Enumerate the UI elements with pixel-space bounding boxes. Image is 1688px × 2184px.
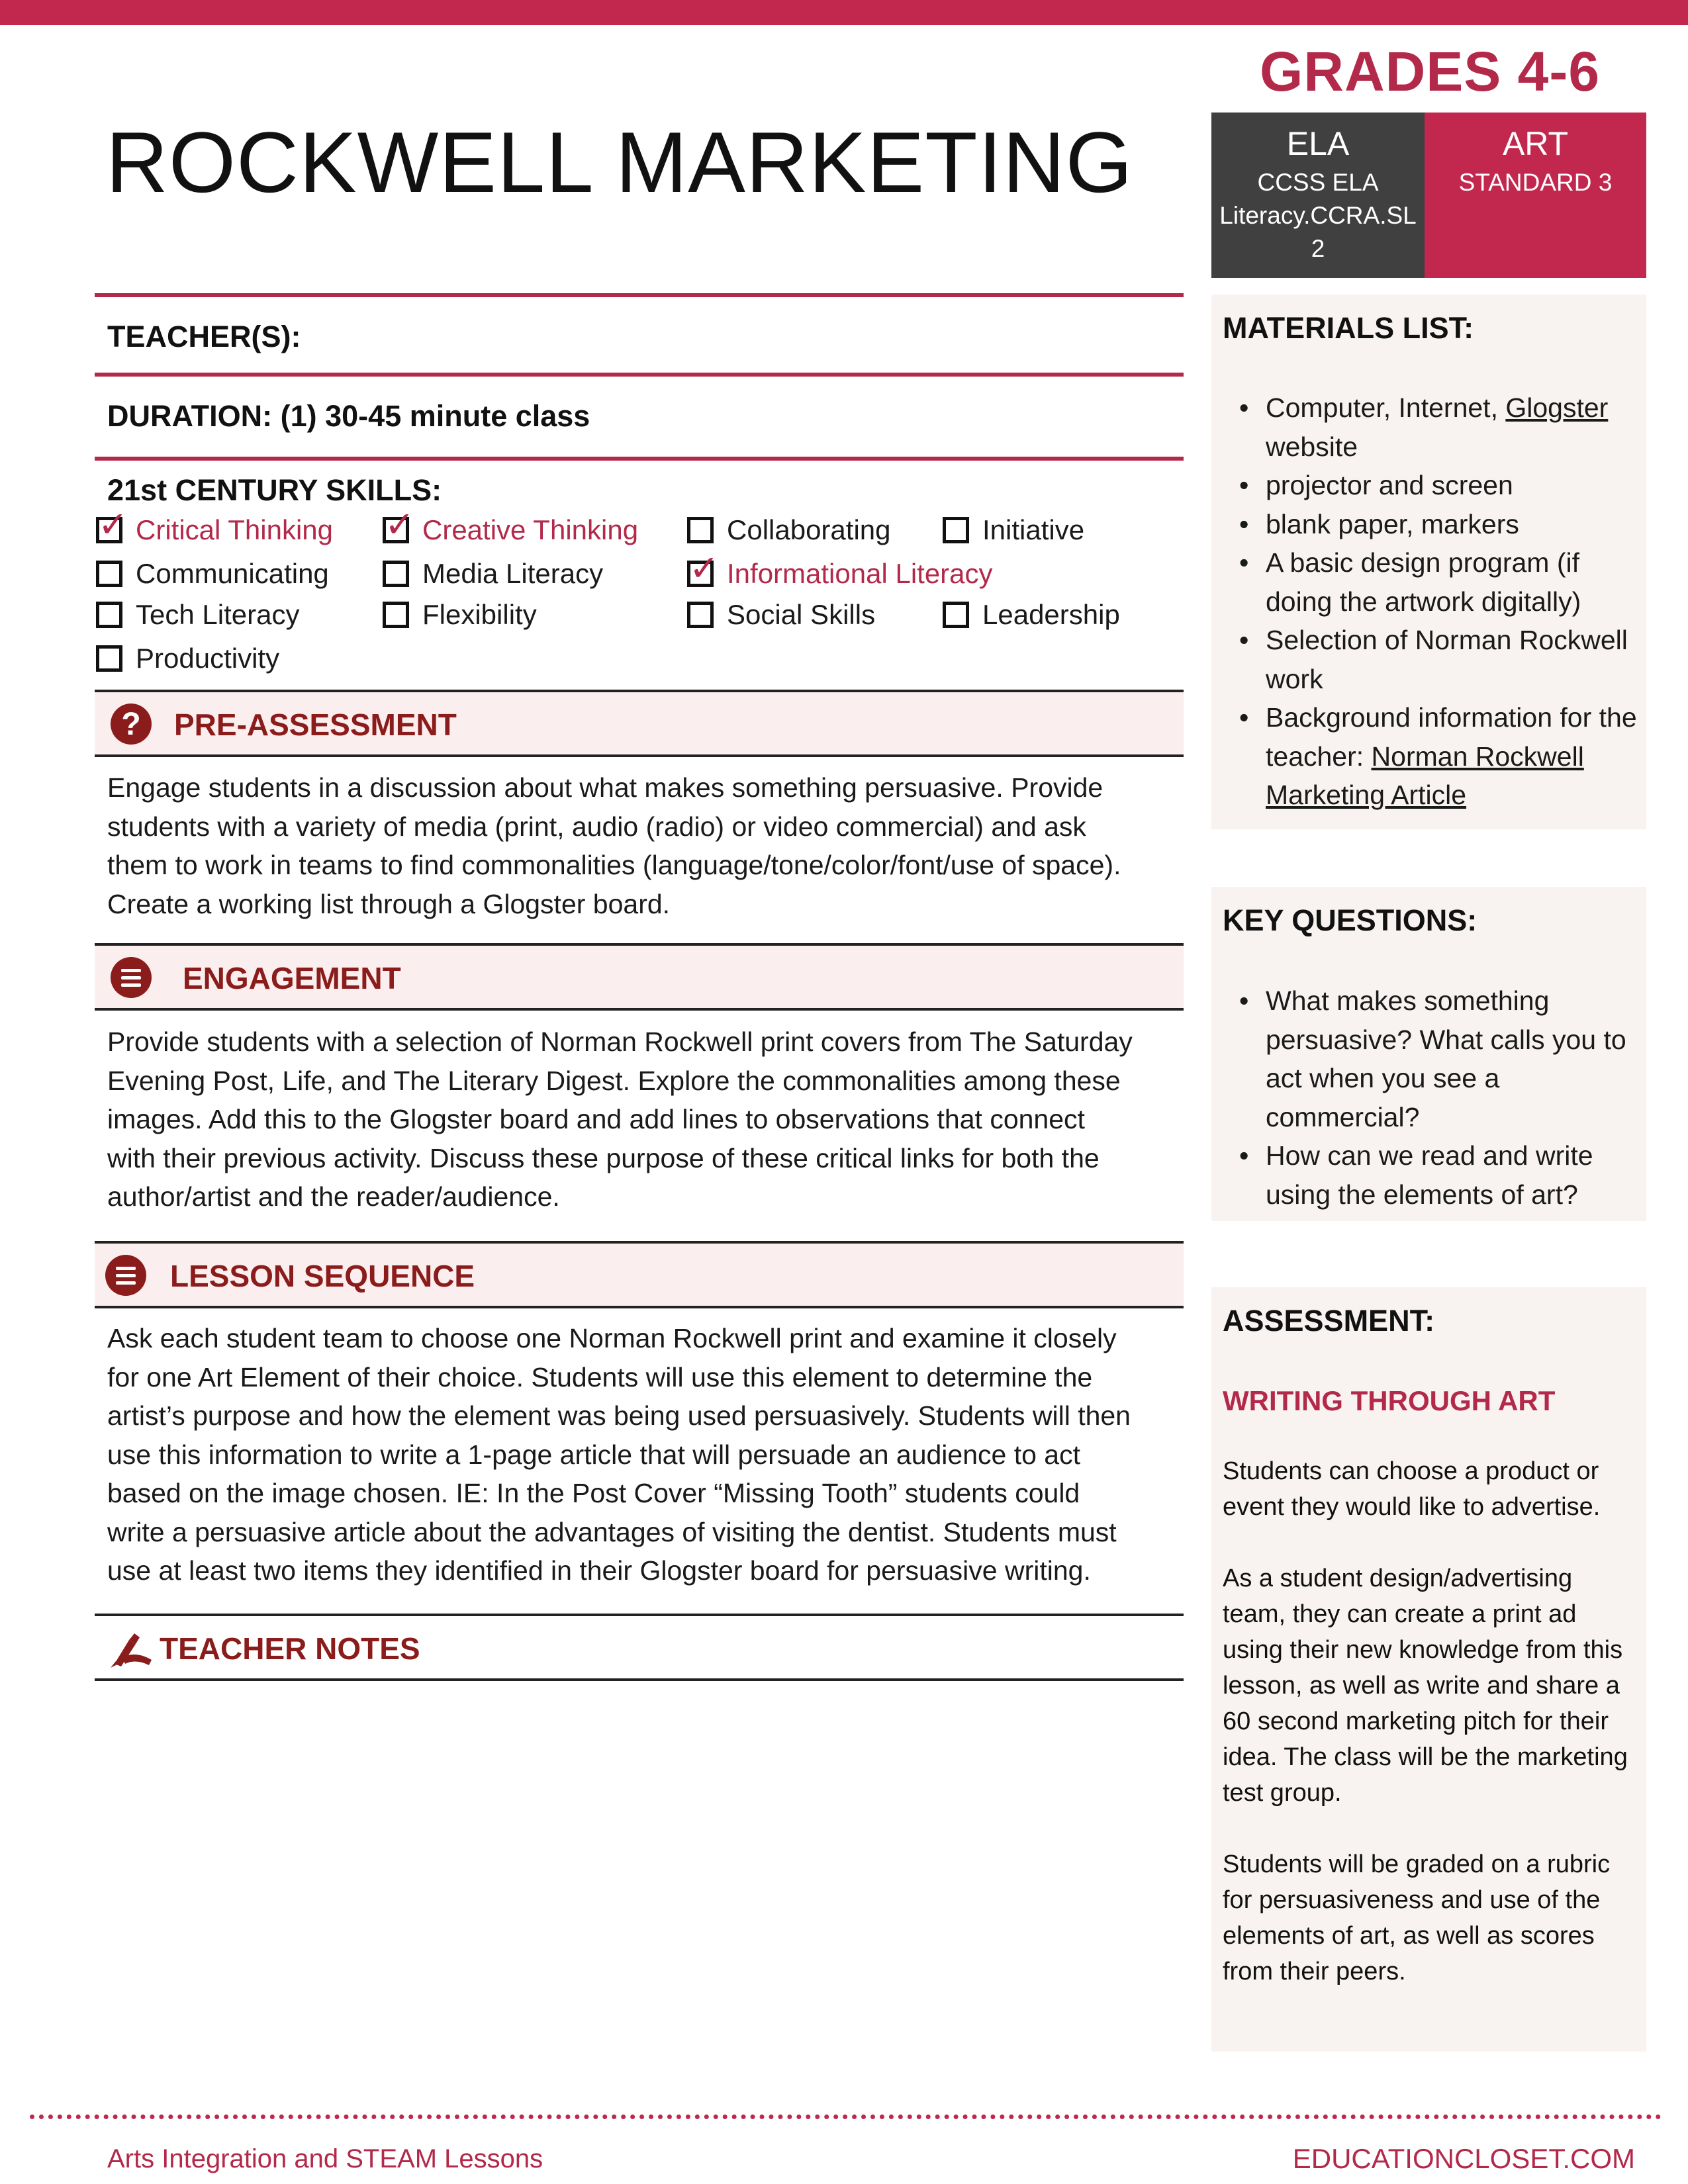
- checkbox-icon: [383, 602, 409, 628]
- text-line: author/artist and the reader/audience.: [107, 1181, 560, 1212]
- checkbox-icon: [383, 505, 415, 545]
- checkbox-icon: [96, 602, 122, 628]
- skill-label: Flexibility: [422, 599, 537, 630]
- lesson-sequence-text: [107, 1319, 1180, 1590]
- skills-title: 21st CENTURY SKILLS:: [107, 473, 442, 507]
- pre-assessment-text: [107, 768, 1180, 923]
- text-line: Engage students in a discussion about what makes something persuasive. Provide: [107, 772, 1103, 803]
- divider: [95, 457, 1184, 461]
- lesson-sequence-header: [95, 1241, 1184, 1308]
- checkmark-icon: ✓: [689, 549, 720, 588]
- text-line: based on the image chosen. IE: In the Post Cover “Missing Tooth” students could: [107, 1478, 1080, 1508]
- article-link[interactable]: Norman Rockwell Marketing Article: [1266, 741, 1584, 810]
- skill-label: Productivity: [136, 643, 280, 674]
- duration-label: DURATION: (1) 30-45 minute class: [107, 399, 590, 433]
- art-standard-heading: ART: [1502, 125, 1569, 162]
- text-line: for one Art Element of their choice. Students will use this element to determine the: [107, 1361, 1093, 1392]
- key-questions-list: [1239, 981, 1643, 1214]
- ela-standard-heading: ELA: [1286, 125, 1350, 162]
- checkbox-icon: [943, 517, 969, 543]
- ela-standard-line: Literacy.CCRA.SL: [1219, 202, 1417, 229]
- text-line: with their previous activity. Discuss these purpose of these critical links for both the: [107, 1142, 1100, 1173]
- text-line: Ask each student team to choose one Norman Rockwell print and examine it closely: [107, 1323, 1117, 1353]
- assessment-paragraph: Students can choose a product or event they would like to advertise.: [1223, 1457, 1601, 1521]
- engagement-title: ENGAGEMENT: [183, 961, 401, 995]
- checkbox-icon: [687, 602, 714, 628]
- assessment-paragraph: Students will be graded on a rubric for persuasiveness and use of the elements of art, as well as scores from their peers.: [1223, 1850, 1611, 1985]
- list-item: • projector and screen: [1239, 466, 1643, 505]
- skill-communicating: [96, 558, 329, 590]
- materials-list: [1239, 388, 1643, 815]
- ela-standard-box: [1211, 113, 1425, 278]
- pre-assessment-title: PRE-ASSESSMENT: [174, 707, 457, 742]
- list-icon: [111, 957, 152, 998]
- list-item: [1239, 698, 1643, 815]
- teacher-notes-title: TEACHER NOTES: [160, 1631, 420, 1666]
- skill-label: Initiative: [982, 514, 1085, 545]
- checkbox-icon: [96, 561, 122, 587]
- skill-tech-literacy: [96, 599, 299, 631]
- skill-label: Communicating: [136, 558, 329, 589]
- lesson-sequence-title: LESSON SEQUENCE: [170, 1259, 475, 1293]
- pre-assessment-header: [95, 690, 1184, 757]
- materials-title: MATERIALS LIST:: [1223, 311, 1474, 345]
- skill-social-skills: [687, 599, 875, 631]
- list-item: • Selection of Norman Rockwell work: [1239, 621, 1643, 698]
- list-item: • blank paper, markers: [1239, 505, 1643, 544]
- checkbox-icon: [687, 517, 714, 543]
- ela-standard-line: 2: [1311, 235, 1325, 262]
- list-item: • What makes something persuasive? What calls you to act when you see a commercial?: [1239, 981, 1643, 1136]
- skill-collaborating: [687, 514, 891, 546]
- top-accent-bar: [0, 0, 1688, 25]
- text-line: students with a variety of media (print, audio (radio) or video commercial) and ask: [107, 811, 1086, 842]
- grades-label: GRADES 4-6: [1259, 40, 1601, 103]
- skill-informational-literacy: [687, 549, 993, 590]
- skill-label: Media Literacy: [422, 558, 604, 589]
- art-standard-line: STANDARD 3: [1458, 169, 1613, 196]
- teacher-notes-header: [95, 1614, 1184, 1681]
- list-item: • A basic design program (if doing the artwork digitally): [1239, 543, 1643, 621]
- footer-left-text: Arts Integration and STEAM Lessons: [107, 2144, 543, 2173]
- list-icon: [105, 1255, 146, 1296]
- art-standard-box: [1425, 113, 1646, 278]
- checkbox-icon: [943, 602, 969, 628]
- engagement-header: [95, 943, 1184, 1011]
- skill-label: Leadership: [982, 599, 1120, 630]
- footer-site-link[interactable]: EDUCATIONCLOSET.COM: [1292, 2143, 1635, 2174]
- assessment-title: ASSESSMENT:: [1223, 1304, 1435, 1338]
- text-line: images. Add this to the Glogster board and add lines to observations that connect: [107, 1104, 1085, 1134]
- skill-productivity: [96, 643, 279, 674]
- document-title: ROCKWELL MARKETING: [106, 114, 1133, 210]
- skill-label: Critical Thinking: [136, 514, 333, 545]
- skill-label: Tech Literacy: [136, 599, 300, 630]
- skill-media-literacy: [383, 558, 603, 590]
- skill-leadership: [943, 599, 1120, 631]
- checkbox-icon: [96, 505, 128, 545]
- checkmark-icon: ✓: [385, 505, 415, 545]
- glogster-link[interactable]: Glogster: [1505, 392, 1609, 423]
- skill-label: Informational Literacy: [727, 558, 993, 589]
- writing-hand-icon: [109, 1631, 157, 1669]
- assessment-paragraph: As a student design/advertising team, they can create a print ad using their new knowledge from this lesson, as well as write and share a 60 second marketing pitch for their idea. The class will be the marketing test group.: [1223, 1565, 1628, 1807]
- checkmark-icon: ✓: [98, 505, 128, 545]
- text-line: Evening Post, Life, and The Literary Digest. Explore the commonalities among these: [107, 1065, 1121, 1096]
- item-text: website: [1266, 431, 1358, 462]
- engagement-text: [107, 1023, 1180, 1216]
- text-line: them to work in teams to find commonalities (language/tone/color/font/use of space).: [107, 850, 1121, 880]
- list-item: [1239, 388, 1643, 466]
- divider: [95, 373, 1184, 377]
- footer-dotted-rule: [30, 2115, 1662, 2119]
- skill-label: Collaborating: [727, 514, 891, 545]
- skill-label: Creative Thinking: [422, 514, 639, 545]
- ela-standard-line: CCSS ELA: [1257, 169, 1379, 196]
- text-line: write a persuasive article about the advantages of visiting the dentist. Students must: [107, 1516, 1117, 1547]
- skill-creative-thinking: [383, 505, 639, 546]
- skill-label: Social Skills: [727, 599, 876, 630]
- text-line: Provide students with a selection of Norman Rockwell print covers from The Saturday: [107, 1026, 1133, 1057]
- skill-flexibility: [383, 599, 537, 631]
- text-line: use at least two items they identified in their Glogster board for persuasive writing.: [107, 1555, 1091, 1586]
- checkbox-icon: [96, 645, 122, 672]
- item-text: Computer, Internet,: [1266, 392, 1506, 423]
- skill-critical-thinking: [96, 505, 333, 546]
- key-questions-title: KEY QUESTIONS:: [1223, 903, 1477, 937]
- assessment-subtitle: WRITING THROUGH ART: [1223, 1385, 1556, 1416]
- list-item: • How can we read and write using the elements of art?: [1239, 1136, 1643, 1214]
- skill-initiative: [943, 514, 1084, 546]
- divider: [95, 293, 1184, 297]
- item-text: Background information for the teacher:: [1266, 702, 1637, 772]
- text-line: use this information to write a 1-page article that will persuade an audience to act: [107, 1439, 1080, 1470]
- teacher-label: TEACHER(S):: [107, 320, 301, 353]
- question-icon: ?: [111, 704, 152, 745]
- checkbox-icon: [383, 561, 409, 587]
- checkbox-icon: [687, 549, 720, 588]
- text-line: artist’s purpose and how the element was being used persuasively. Students will then: [107, 1400, 1131, 1431]
- text-line: Create a working list through a Glogster board.: [107, 888, 671, 919]
